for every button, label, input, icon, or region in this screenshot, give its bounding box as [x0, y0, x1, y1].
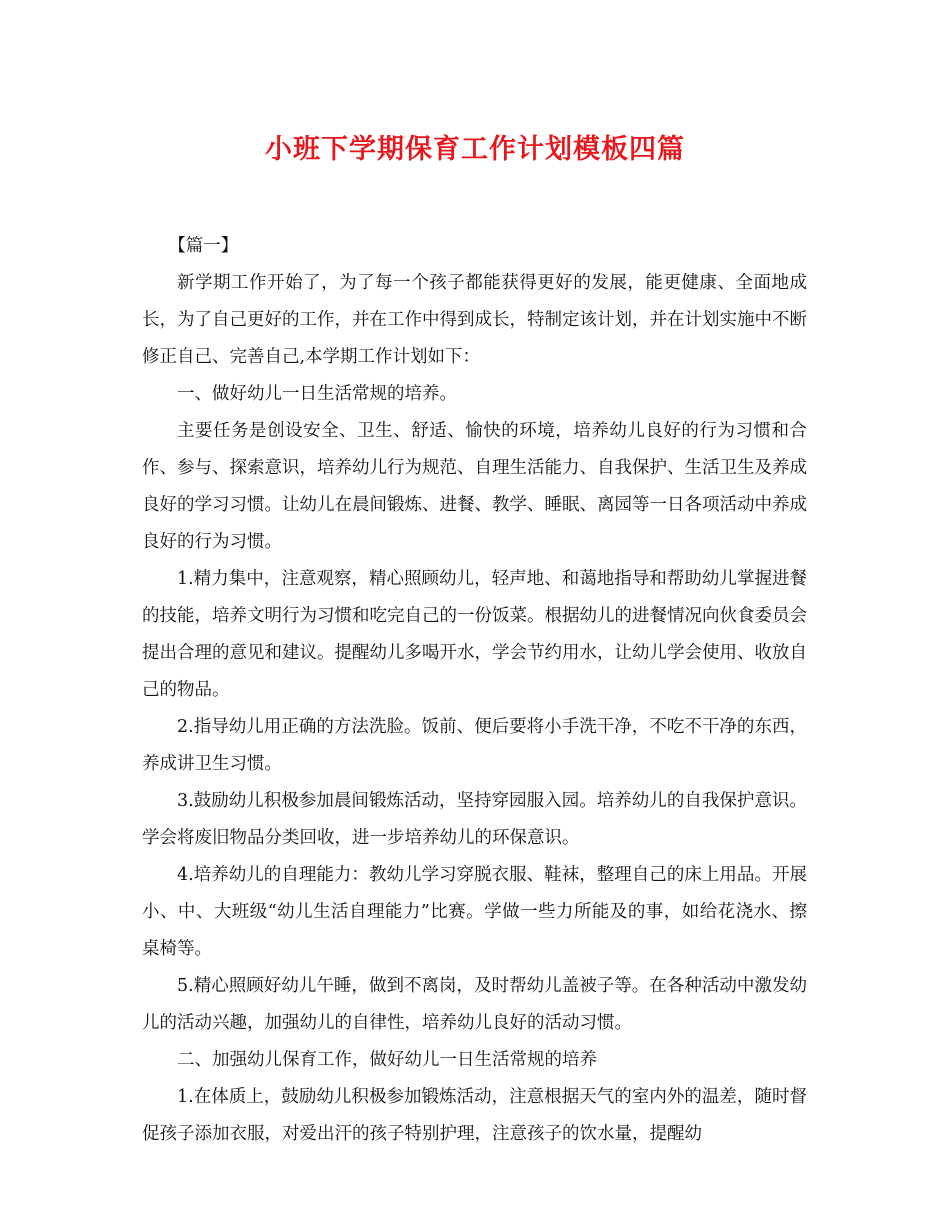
section-label: 【篇一】 — [168, 236, 239, 256]
paragraph-main-task: 主要任务是创设安全、卫生、舒适、愉快的环境，培养幼儿良好的行为习惯和合作、参与、探索意识，培养幼儿行为规范、自理生活能力、自我保护、生活卫生及养成良好的学习习惯。让幼儿在晨间锻炼、进餐、教学、睡眠、离园等一日各项活动中养成良好的行为习惯。 — [142, 421, 807, 552]
paragraph-item-5: 5.精心照顾好幼儿午睡，做到不离岗，及时帮幼儿盖被子等。在各种活动中激发幼儿的活动兴趣，加强幼儿的自律性，培养幼儿良好的活动习惯。 — [142, 976, 807, 1033]
paragraph-intro: 新学期工作开始了，为了每一个孩子都能获得更好的发展，能更健康、全面地成长，为了自己更好的工作，并在工作中得到成长，特制定该计划，并在计划实施中不断修正自己、完善自己,本学期工作计划如下： — [142, 273, 807, 367]
paragraph-item-4: 4.培养幼儿的自理能力：教幼儿学习穿脱衣服、鞋袜，整理自己的床上用品。开展小、中、大班级“幼儿生活自理能力”比赛。学做一些力所能及的事，如给花浇水、擦桌椅等。 — [142, 865, 807, 959]
document-body — [142, 228, 807, 1153]
paragraph-item-2: 2.指导幼儿用正确的方法洗脸。饭前、便后要将小手洗干净，不吃不干净的东西，养成讲卫生习惯。 — [142, 717, 807, 774]
paragraph-item-2-1: 1.在体质上，鼓励幼儿积极参加锻炼活动，注意根据天气的室内外的温差，随时督促孩子添加衣服，对爱出汗的孩子特别护理，注意孩子的饮水量，提醒幼 — [142, 1087, 807, 1144]
paragraph-heading-2: 二、加强幼儿保育工作，做好幼儿一日生活常规的培养 — [177, 1050, 597, 1070]
document-title: 小班下学期保育工作计划模板四篇 — [265, 134, 685, 165]
paragraph-item-1: 1.精力集中，注意观察，精心照顾幼儿，轻声地、和蔼地指导和帮助幼儿掌握进餐的技能，培养文明行为习惯和吃完自己的一份饭菜。根据幼儿的进餐情况向伙食委员会提出合理的意见和建议。提醒幼儿多喝开水，学会节约用水，让幼儿学会使用、收放自己的物品。 — [142, 569, 807, 700]
paragraph-heading-1: 一、做好幼儿一日生活常规的培养。 — [177, 384, 457, 404]
paragraph-item-3: 3.鼓励幼儿积极参加晨间锻炼活动，坚持穿园服入园。培养幼儿的自我保护意识。学会将废旧物品分类回收，进一步培养幼儿的环保意识。 — [142, 791, 807, 848]
